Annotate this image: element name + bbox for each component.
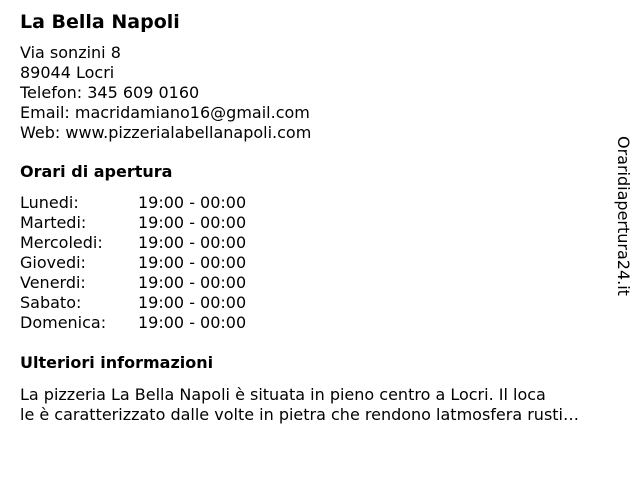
hours-day: Lunedi: (20, 193, 79, 212)
hours-row-wednesday (20, 233, 610, 253)
hours-time: 19:00 - 00:00 (138, 233, 247, 252)
hours-day: Giovedi: (20, 253, 86, 272)
hours-day: Domenica: (20, 313, 107, 332)
address-street: Via sonzini 8 (20, 43, 121, 62)
hours-row-monday (20, 193, 610, 213)
hours-row-thursday (20, 253, 610, 273)
hours-time: 19:00 - 00:00 (138, 293, 247, 312)
web-line: Web: www.pizzerialabellanapoli.com (20, 123, 312, 142)
opening-hours-heading: Orari di apertura (20, 162, 173, 181)
contact-block (20, 43, 610, 143)
hours-row-saturday (20, 293, 610, 313)
address-city: 89044 Locri (20, 63, 115, 82)
hours-time: 19:00 - 00:00 (138, 193, 247, 212)
additional-info-heading: Ulteriori informazioni (20, 353, 214, 372)
hours-row-sunday (20, 313, 610, 333)
info-line-2: le è caratterizzato dalle volte in pietra che rendono latmosfera rusti… (20, 405, 579, 424)
hours-day: Venerdi: (20, 273, 86, 292)
hours-day: Mercoledi: (20, 233, 103, 252)
email-line: Email: macridamiano16@gmail.com (20, 103, 310, 122)
hours-day: Sabato: (20, 293, 82, 312)
opening-hours-table (20, 193, 610, 333)
brand-watermark: Oraridiapertura24.it (614, 136, 633, 296)
hours-time: 19:00 - 00:00 (138, 213, 247, 232)
phone-line: Telefon: 345 609 0160 (20, 83, 200, 102)
hours-time: 19:00 - 00:00 (138, 313, 247, 332)
hours-time: 19:00 - 00:00 (138, 253, 247, 272)
additional-info-text (20, 385, 625, 425)
hours-time: 19:00 - 00:00 (138, 273, 247, 292)
hours-row-tuesday (20, 213, 610, 233)
business-name: La Bella Napoli (20, 11, 180, 33)
hours-row-friday (20, 273, 610, 293)
hours-day: Martedi: (20, 213, 87, 232)
info-line-1: La pizzeria La Bella Napoli è situata in pieno centro a Locri. Il loca (20, 385, 546, 404)
business-card (20, 10, 610, 425)
